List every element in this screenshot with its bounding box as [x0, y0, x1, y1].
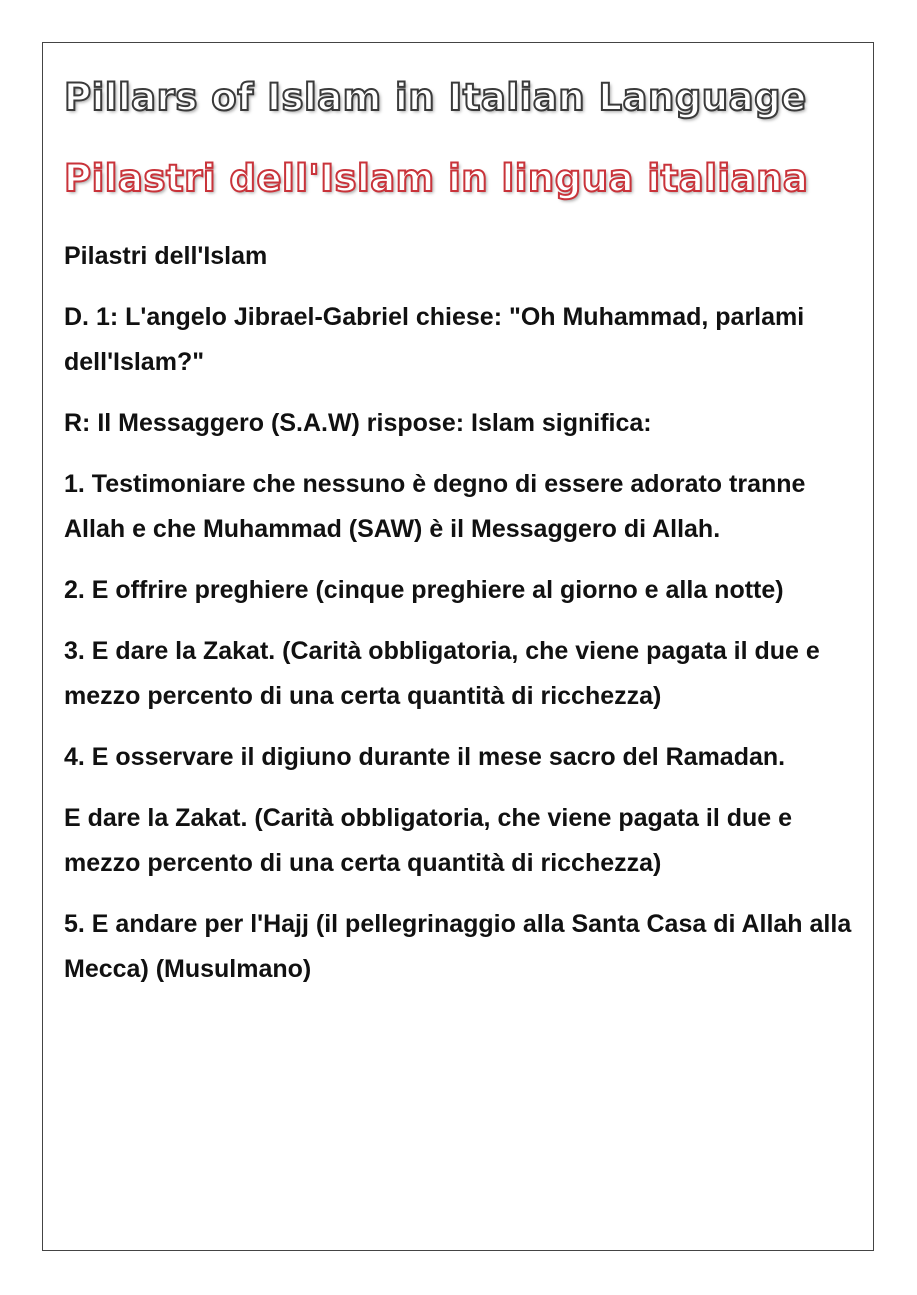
english-title: Pillars of Islam in Italian Language	[64, 76, 807, 119]
pillar-2-paragraph: 2. E offrire preghiere (cinque preghiere al giorno e alla notte)	[64, 576, 784, 604]
zakat-repeat-paragraph: E dare la Zakat. (Carità obbligatoria, che viene pagata il due e mezzo percento di una certa quantità di ricchezza)	[64, 804, 793, 877]
italian-title: Pilastri dell'Islam in lingua italiana	[64, 157, 809, 200]
answer-paragraph: R: Il Messaggero (S.A.W) rispose: Islam significa:	[64, 409, 652, 437]
pillar-4-paragraph: 4. E osservare il digiuno durante il mese sacro del Ramadan.	[64, 743, 786, 771]
pillar-5-paragraph: 5. E andare per l'Hajj (il pellegrinaggio alla Santa Casa di Allah alla Mecca) (Musulmano)	[64, 910, 852, 983]
pillar-1-paragraph: 1. Testimoniare che nessuno è degno di essere adorato tranne Allah e che Muhammad (SAW) è il Messaggero di Allah.	[64, 470, 806, 543]
section-heading: Pilastri dell'Islam	[64, 242, 268, 270]
question-paragraph: D. 1: L'angelo Jibrael-Gabriel chiese: "Oh Muhammad, parlami dell'Islam?"	[64, 303, 805, 376]
document-body	[64, 76, 864, 1008]
pillar-3-paragraph: 3. E dare la Zakat. (Carità obbligatoria, che viene pagata il due e mezzo percento di una certa quantità di ricchezza)	[64, 637, 820, 710]
